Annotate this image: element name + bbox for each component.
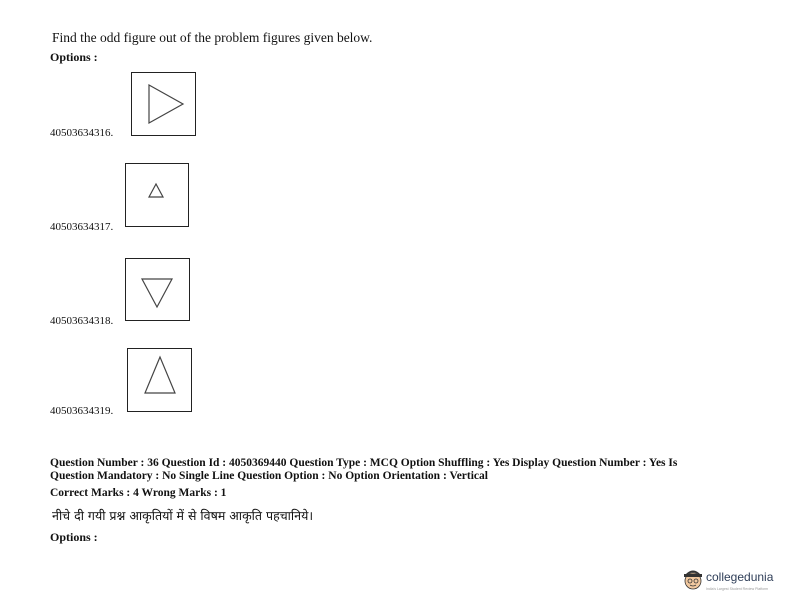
brand-tagline: India's Largest Student Review Platform bbox=[706, 587, 769, 591]
option-id-2: 40503634317. bbox=[50, 221, 114, 233]
question-meta-line-2: Question Mandatory : No Single Line Question Option : No Option Orientation : Vertical bbox=[50, 470, 488, 482]
question-text: Find the odd figure out of the problem figures given below. bbox=[52, 30, 373, 45]
options-heading: Options : bbox=[50, 50, 98, 64]
option-id-4: 40503634319. bbox=[50, 405, 114, 417]
option-figure-2[interactable] bbox=[125, 163, 189, 227]
options-heading-next: Options : bbox=[50, 530, 98, 544]
option-id-1: 40503634316. bbox=[50, 127, 114, 139]
collegedunia-logo bbox=[682, 566, 782, 596]
triangle-right-icon bbox=[132, 73, 195, 135]
hindi-question-text: नीचे दी गयी प्रश्न आकृतियों में से विषम आकृति पहचानिये। bbox=[52, 508, 314, 523]
question-meta-line-1: Question Number : 36 Question Id : 4050369440 Question Type : MCQ Option Shuffling : Yes Display Question Number : Yes Is bbox=[50, 457, 678, 469]
option-figure-1[interactable] bbox=[131, 72, 196, 136]
option-figure-4[interactable] bbox=[127, 348, 192, 412]
option-id-3: 40503634318. bbox=[50, 315, 114, 327]
option-figure-3[interactable] bbox=[125, 258, 190, 321]
brand-name: collegedunia bbox=[706, 570, 774, 584]
triangle-up-small-icon bbox=[126, 164, 188, 226]
mascot-icon bbox=[682, 568, 704, 590]
triangle-up-icon bbox=[128, 349, 191, 411]
marks-line: Correct Marks : 4 Wrong Marks : 1 bbox=[50, 487, 227, 499]
question-meta bbox=[50, 457, 750, 483]
triangle-down-icon bbox=[126, 259, 189, 320]
